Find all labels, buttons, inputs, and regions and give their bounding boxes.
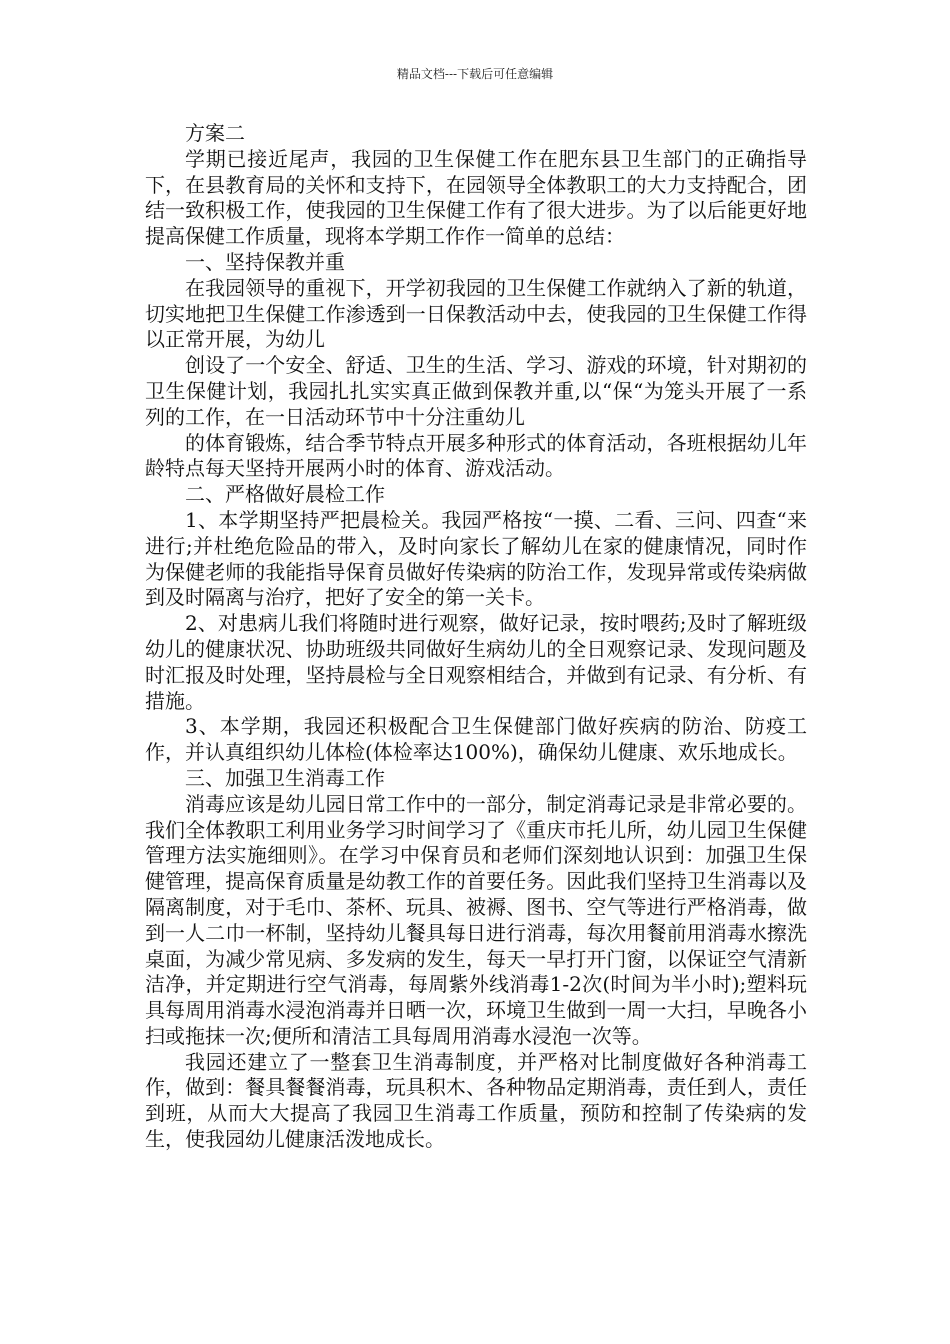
intro-paragraph: 学期已接近尾声，我园的卫生保健工作在肥东县卫生部门的正确指导下，在县教育局的关怀和支持下，在园领导全体教职工的大力支持配合，团结一致积极工作，使我园的卫生保健工作有了很大进步。为了以后能更好地提高保健工作质量，现将本学期工作作一简单的总结： — [145, 146, 807, 249]
paragraph: 的体育锻炼，结合季节特点开展多种形式的体育活动，各班根据幼儿年龄特点每天坚持开展两小时的体育、游戏活动。 — [145, 430, 807, 481]
section-heading-1: 一、坚持保教并重 — [185, 249, 345, 274]
paragraph: 3、本学期，我园还积极配合卫生保健部门做好疾病的防治、防疫工作，并认真组织幼儿体检(体检率达100%)，确保幼儿健康、欢乐地成长。 — [145, 714, 807, 765]
paragraph: 创设了一个安全、舒适、卫生的生活、学习、游戏的环境，针对期初的卫生保健计划，我园扎扎实实真正做到保教并重,以“保“为笼头开展了一系列的工作，在一日活动环节中十分注重幼儿 — [145, 353, 807, 429]
plan-title: 方案二 — [185, 121, 245, 145]
paragraph: 消毒应该是幼儿园日常工作中的一部分，制定消毒记录是非常必要的。我们全体教职工利用业务学习时间学习了《重庆市托儿所，幼儿园卫生保健管理方法实施细则》。在学习中保育员和老师们深刻地认识到：加强卫生保健管理，提高保育质量是幼教工作的首要任务。因此我们坚持卫生消毒以及隔离制度，对于毛巾、茶杯、玩具、被褥、图书、空气等进行严格消毒，做到一人二巾一杯制，坚持幼儿餐具每日进行消毒，每次用餐前用消毒水擦洗桌面，为减少常见病、多发病的发生，每天一早打开门窗，以保证空气清新洁净，并定期进行空气消毒，每周紫外线消毒1-2次(时间为半小时);塑料玩具每周用消毒水浸泡消毒并日晒一次，环境卫生做到一周一大扫，早晚各小扫或拖抹一次;便所和清洁工具每周用消毒水浸泡一次等。 — [145, 791, 807, 1048]
paragraph: 我园还建立了一整套卫生消毒制度，并严格对比制度做好各种消毒工作，做到：餐具餐餐消毒，玩具积木、各种物品定期消毒，责任到人，责任到班，从而大大提高了我园卫生消毒工作质量，预防和控制了传染病的发生，使我园幼儿健康活泼地成长。 — [145, 1049, 807, 1152]
section-heading-2: 二、严格做好晨检工作 — [185, 482, 385, 507]
paragraph: 在我园领导的重视下，开学初我园的卫生保健工作就纳入了新的轨道，切实地把卫生保健工作渗透到一日保教活动中去，使我园的卫生保健工作得以正常开展，为幼儿 — [145, 275, 807, 352]
page-header: 精品文档---下载后可任意编辑 — [396, 67, 554, 81]
document-body — [145, 121, 807, 1153]
section-heading-3: 三、加强卫生消毒工作 — [185, 765, 385, 790]
paragraph: 1、本学期坚持严把晨检关。我园严格按“一摸、二看、三问、四查“来进行;并杜绝危险品的带入，及时向家长了解幼儿在家的健康情况，同时作为保健老师的我能指导保育员做好传染病的防治工作，发现异常或传染病做到及时隔离与治疗，把好了安全的第一关卡。 — [145, 507, 807, 610]
paragraph: 2、对患病儿我们将随时进行观察，做好记录，按时喂药;及时了解班级幼儿的健康状况、协助班级共同做好生病幼儿的全日观察记录、发现问题及时汇报及时处理，坚持晨检与全日观察相结合，并做到有记录、有分析、有措施。 — [145, 611, 807, 713]
